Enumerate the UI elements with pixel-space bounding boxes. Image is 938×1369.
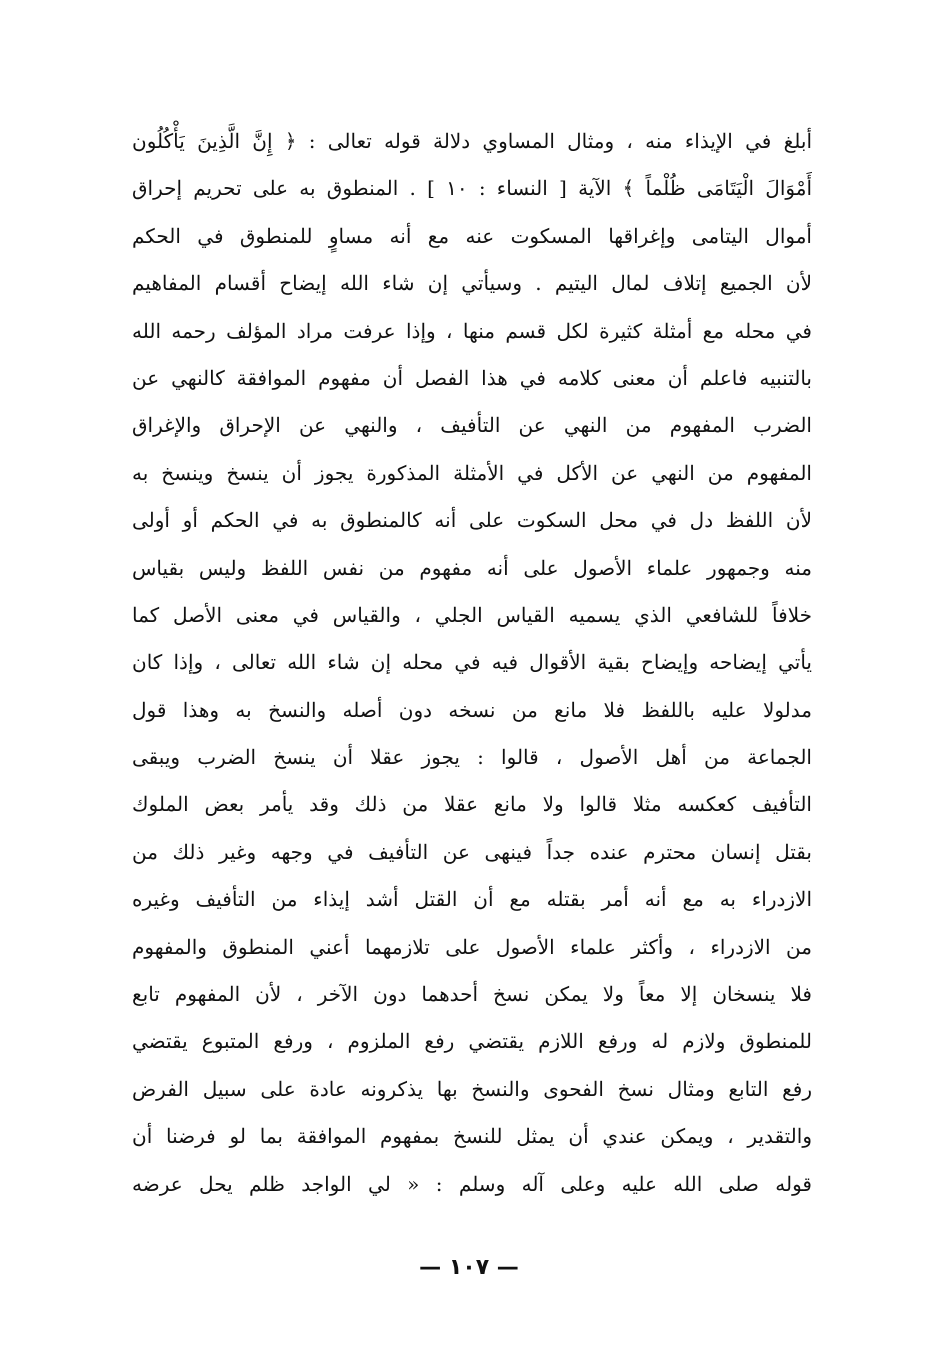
text-line-11: خلافاً للشافعي الذي يسميه القياس الجلي ، والقياس في معنى الأصل كما	[132, 602, 812, 627]
text-line-21: رفع التابع ومثال نسخ الفحوى والنسخ بها يذكرونه عادة على سبيل الفرض	[132, 1076, 812, 1101]
page-number: — ١٠٧ —	[419, 1255, 519, 1280]
text-line-3: أموال اليتامى وإغراقها المسكوت عنه مع أنه مساوٍ للمنطوق في الحكم	[132, 223, 812, 248]
text-line-17: الازدراء به مع أنه أمر بقتله مع أن القتل أشد إيذاء من التأفيف وغيره	[132, 887, 812, 912]
text-line-9: لأن اللفظ دل في محل السكوت على أنه كالمنطوق به في الحكم أو أولى	[132, 508, 812, 533]
text-line-10: منه وجمهور علماء الأصول على أنه مفهوم من نفس اللفظ وليس بقياس	[132, 555, 812, 580]
text-line-5: في محله مع أمثلة كثيرة لكل قسم منها ، وإذا عرفت مراد المؤلف رحمه الله	[132, 318, 812, 343]
text-line-23: قوله صلى الله عليه وعلى آله وسلم : « لي الواجد ظلم يحل عرضه	[132, 1171, 812, 1196]
text-line-14: الجماعة من أهل الأصول ، قالوا : يجوز عقلا أن ينسخ الضرب ويبقى	[132, 745, 812, 770]
text-line-19: فلا ينسخان إلا معاً ولا يمكن نسخ أحدهما دون الآخر ، لأن المفهوم تابع	[132, 982, 812, 1007]
body-text	[132, 118, 812, 1208]
text-line-15: التأفيف كعكسه مثلا قالوا ولا مانع عقلا من ذلك وقد يأمر بعض الملوك	[132, 792, 812, 817]
text-line-18: من الازدراء ، وأكثر علماء الأصول على تلازمهما أعني المنطوق والمفهوم	[132, 934, 812, 959]
text-line-8: المفهوم من النهي عن الأكل في الأمثلة المذكورة يجوز أن ينسخ وينسخ به	[132, 460, 812, 485]
text-line-6: بالتنبيه فاعلم أن معنى كلامه في هذا الفصل أن مفهوم الموافقة كالنهي عن	[132, 365, 812, 390]
text-line-2: أَمْوَالَ الْيَتَامَى ظُلْماً ﴾ الآية [ النساء : ١٠ ] . المنطوق به على تحريم إحراق	[132, 176, 812, 201]
text-line-16: بقتل إنسان محترم عنده جداً فينهى عن التأفيف في وجهه وغير ذلك من	[132, 839, 812, 864]
text-line-13: مدلولا عليه باللفظ فلا مانع من نسخه دون أصله والنسخ به وهذا قول	[132, 697, 812, 722]
text-line-1: أبلغ في الإيذاء منه ، ومثال المساوي دلالة قوله تعالى : ﴿ إِنَّ الَّذِينَ يَأْكُلُون	[132, 129, 812, 153]
text-line-20: للمنطوق ولازم له ورفع اللازم يقتضي رفع الملزوم ، ورفع المتبوع يقتضي	[132, 1029, 812, 1054]
text-line-22: والتقدير ، ويمكن عندي أن يمثل للنسخ بمفهوم الموافقة بما لو فرضنا أن	[132, 1124, 812, 1149]
text-line-4: لأن الجميع إتلاف لمال اليتيم . وسيأتي إن شاء الله إيضاح أقسام المفاهيم	[132, 271, 812, 296]
text-line-7: الضرب المفهوم من النهي عن التأفيف ، والنهي عن الإحراق والإغراق	[132, 413, 812, 438]
text-line-12: يأتي إيضاحه وإيضاح بقية الأقوال فيه في محله إن شاء الله تعالى ، وإذا كان	[132, 650, 812, 675]
